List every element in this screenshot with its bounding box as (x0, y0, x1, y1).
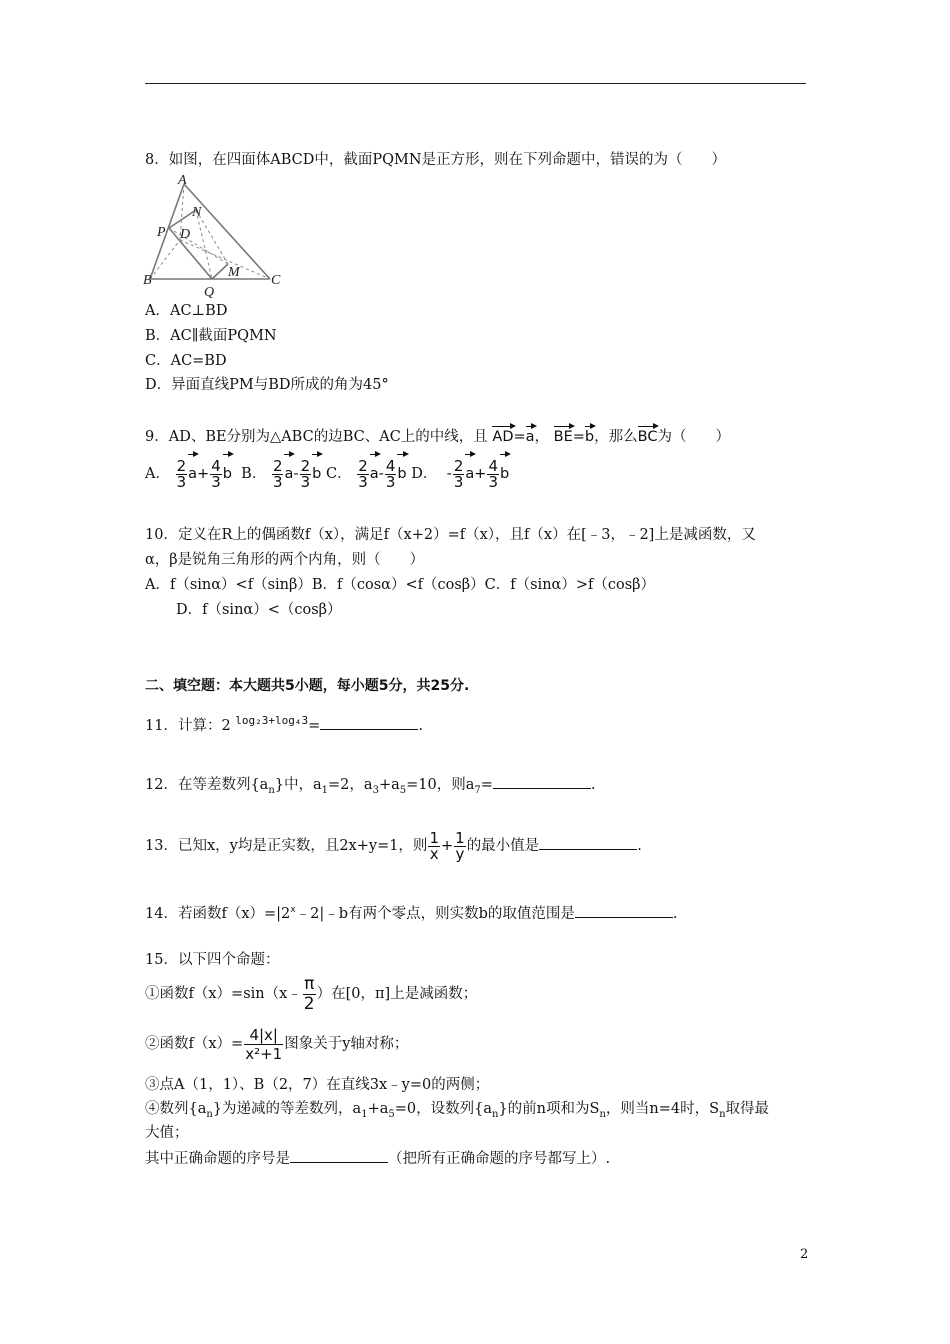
frac-num: 4 (488, 456, 498, 475)
frac-num: 2 (272, 456, 283, 475)
label-D: D (180, 227, 191, 242)
q9-stem-a: 9．AD、BE分别为△ABC的边BC、AC上的中线，且 (145, 429, 488, 445)
vector-b: b (312, 453, 321, 492)
op: + (440, 838, 454, 854)
frac (244, 1026, 283, 1063)
q12 (145, 776, 596, 800)
q12-mid2: =2，a (328, 777, 373, 793)
q12-plus: +a (378, 777, 400, 793)
sub: 3 (372, 784, 379, 796)
q9-options (145, 453, 509, 492)
frac (487, 456, 499, 491)
q14-pre: 14．若函数f（x）=|2 (145, 905, 291, 922)
header-rule (145, 83, 806, 84)
vector-a: a (370, 453, 379, 492)
q15-prop4 (145, 1100, 769, 1124)
sub: n (719, 1108, 726, 1120)
q10-line1: 10．定义在R上的偶函数f（x），满足f（x+2）=f（x），且f（x）在[﹣3，﹣2]上是减函数，又 (145, 527, 756, 543)
q15-prop4-cont: 大值； (145, 1125, 189, 1141)
frac-den: 3 (272, 472, 283, 491)
sub: n (206, 1108, 213, 1120)
vector-a: a (284, 453, 293, 492)
frac-den: x (429, 844, 439, 863)
vector-b: b (397, 453, 406, 492)
q15-p4a: ④数列{a (145, 1101, 207, 1117)
q10-line4: D．f（sinα）<（cosβ） (176, 602, 342, 618)
q8-option-c: C．AC=BD (145, 353, 227, 369)
vector-a: a (526, 425, 535, 446)
q9-opt-d-label: D． (411, 466, 438, 482)
sub: 1 (321, 784, 329, 796)
sup: x (290, 905, 296, 915)
q9-eq1: = (513, 429, 526, 445)
q9-stem-b: ，那么 (594, 429, 638, 445)
op: + (197, 466, 210, 482)
frac-num: 2 (300, 456, 311, 475)
label-M: M (228, 265, 240, 280)
frac-num: 4 (385, 456, 396, 475)
q15-p4d: =0，设数列{a (394, 1101, 492, 1117)
section-heading: 二、填空题：本大题共5小题，每小题5分，共25分. (145, 678, 470, 694)
label-P: P (157, 225, 166, 240)
sub: 1 (361, 1108, 368, 1120)
frac-den: 2 (303, 993, 315, 1014)
q13-post: 的最小值是 (466, 838, 540, 854)
q15-stem: 15．以下四个命题： (145, 952, 280, 968)
frac (210, 456, 222, 491)
answer-blank[interactable] (290, 1150, 388, 1163)
q9-opt-c-label: C． (325, 466, 352, 482)
q15-p4c: +a (367, 1101, 389, 1117)
frac (357, 456, 369, 491)
q14 (145, 901, 677, 923)
q15-p4f: ，则当n=4时，S (605, 1101, 720, 1117)
q15-prop2 (145, 1022, 408, 1066)
frac-den: 3 (385, 472, 396, 491)
q13-pre: 13．已知x，y均是正实数，且2x+y=1，则 (145, 838, 428, 854)
q11-eq: = (308, 717, 321, 734)
frac (303, 975, 316, 1014)
q9-eq2: = (572, 429, 585, 445)
answer-blank[interactable] (539, 837, 637, 850)
frac-num: 2 (176, 456, 187, 475)
answer-blank[interactable] (575, 905, 673, 918)
sub: n (268, 784, 275, 796)
op: - (293, 466, 299, 482)
q9-opt-a-label: A． (145, 466, 170, 482)
q9-stem-c: 为（ ） (657, 429, 730, 445)
op: - (378, 466, 384, 482)
q9-stem (145, 425, 730, 446)
frac (176, 456, 188, 491)
frac-den: 3 (488, 472, 498, 491)
q15-p1b: ）在[0，π]上是减函数； (316, 986, 478, 1002)
q8-option-a: A．AC⊥BD (145, 303, 228, 319)
q13 (145, 828, 642, 864)
q8-stem: 8．如图，在四面体ABCD中，截面PQMN是正方形，则在下列命题中，错误的为（ ） (145, 152, 727, 168)
tetrahedron-figure (140, 172, 290, 300)
vector-ad: AD (492, 425, 513, 446)
q10-line2: α，β是锐角三角形的两个内角，则（ ） (145, 552, 425, 568)
label-C: C (271, 273, 281, 288)
label-A: A (178, 173, 187, 188)
q14-end: . (672, 905, 678, 922)
frac (385, 456, 397, 491)
q15-last-a: 其中正确命题的序号是 (145, 1151, 290, 1167)
answer-blank[interactable] (320, 717, 418, 730)
q15-p4g: 取得最 (725, 1101, 770, 1117)
vector-b: b (500, 453, 509, 492)
frac (454, 828, 466, 863)
q10-line3: A．f（sinα）<f（sinβ）B．f（cosα）<f（cosβ）C．f（sinα）>f（cosβ） (145, 577, 656, 593)
frac (300, 456, 312, 491)
q15-p1a: ①函数f（x）=sin（x﹣ (145, 986, 302, 1002)
frac-num: 2 (358, 456, 368, 475)
frac (453, 456, 465, 491)
q15-prop1 (145, 972, 477, 1016)
q12-pre: 12．在等差数列{a (145, 777, 269, 793)
frac-num: 4|x| (244, 1026, 283, 1045)
q14-post: ﹣2|﹣b有两个零点，则实数b的取值范围是 (295, 905, 575, 922)
q11-exponent: log₂3+log₄3 (235, 714, 309, 727)
sub: 5 (399, 784, 407, 796)
q12-end: . (590, 777, 596, 793)
q8-option-b: B．AC∥截面PQMN (145, 328, 277, 344)
frac-den: 3 (176, 472, 187, 491)
frac-num: 4 (211, 456, 221, 475)
vector-b: b (585, 425, 594, 446)
page-number: 2 (800, 1247, 809, 1262)
label-N: N (192, 205, 202, 220)
frac-num: 1 (455, 828, 465, 847)
q12-mid3: =10，则a (406, 777, 475, 793)
frac-den: x²+1 (245, 1044, 283, 1063)
op: - (446, 466, 452, 482)
vector-b: b (223, 453, 232, 492)
vector-a: a (465, 453, 474, 492)
label-B: B (143, 273, 152, 288)
q9-opt-b-label: B． (241, 466, 267, 482)
sub: 7 (474, 784, 481, 796)
frac-num: π (304, 973, 315, 994)
q12-mid: }中，a (274, 777, 322, 793)
frac-den: 3 (300, 472, 311, 491)
q15-p4e: }的前n项和为S (498, 1101, 600, 1117)
q8-option-d: D．异面直线PM与BD所成的角为45° (145, 377, 389, 393)
q15-prop3: ③点A（1，1）、B（2，7）在直线3x﹣y=0的两侧； (145, 1077, 490, 1093)
q15-p2b: 图象关于y轴对称； (284, 1036, 409, 1052)
frac-den: 3 (358, 472, 368, 491)
vector-bc: BC (638, 425, 658, 446)
frac-den: 3 (211, 472, 221, 491)
sub: n (599, 1108, 606, 1120)
frac-num: 2 (453, 456, 464, 475)
frac (272, 456, 284, 491)
q12-eq: = (480, 777, 493, 793)
sub: n (492, 1108, 499, 1120)
frac-den: 3 (453, 472, 464, 491)
frac-num: 1 (429, 828, 439, 847)
q9-sep: ， (534, 429, 550, 445)
op: + (474, 466, 487, 482)
q15-answer-line (145, 1150, 610, 1168)
vector-a: a (188, 453, 197, 492)
q13-end: . (637, 838, 642, 854)
frac (428, 828, 440, 863)
vector-be: BE (554, 425, 573, 446)
q15-p2a: ②函数f（x）= (145, 1036, 244, 1052)
label-Q: Q (204, 285, 215, 300)
q11 (145, 712, 423, 735)
q15-p4b: }为递减的等差数列，a (212, 1101, 362, 1117)
q15-last-b: （把所有正确命题的序号都写上）. (388, 1151, 611, 1167)
frac-den: y (455, 844, 465, 863)
answer-blank[interactable] (493, 776, 591, 789)
sub: 5 (388, 1108, 395, 1120)
q11-pre: 11．计算：2 (145, 717, 231, 734)
q11-end: . (418, 717, 423, 734)
